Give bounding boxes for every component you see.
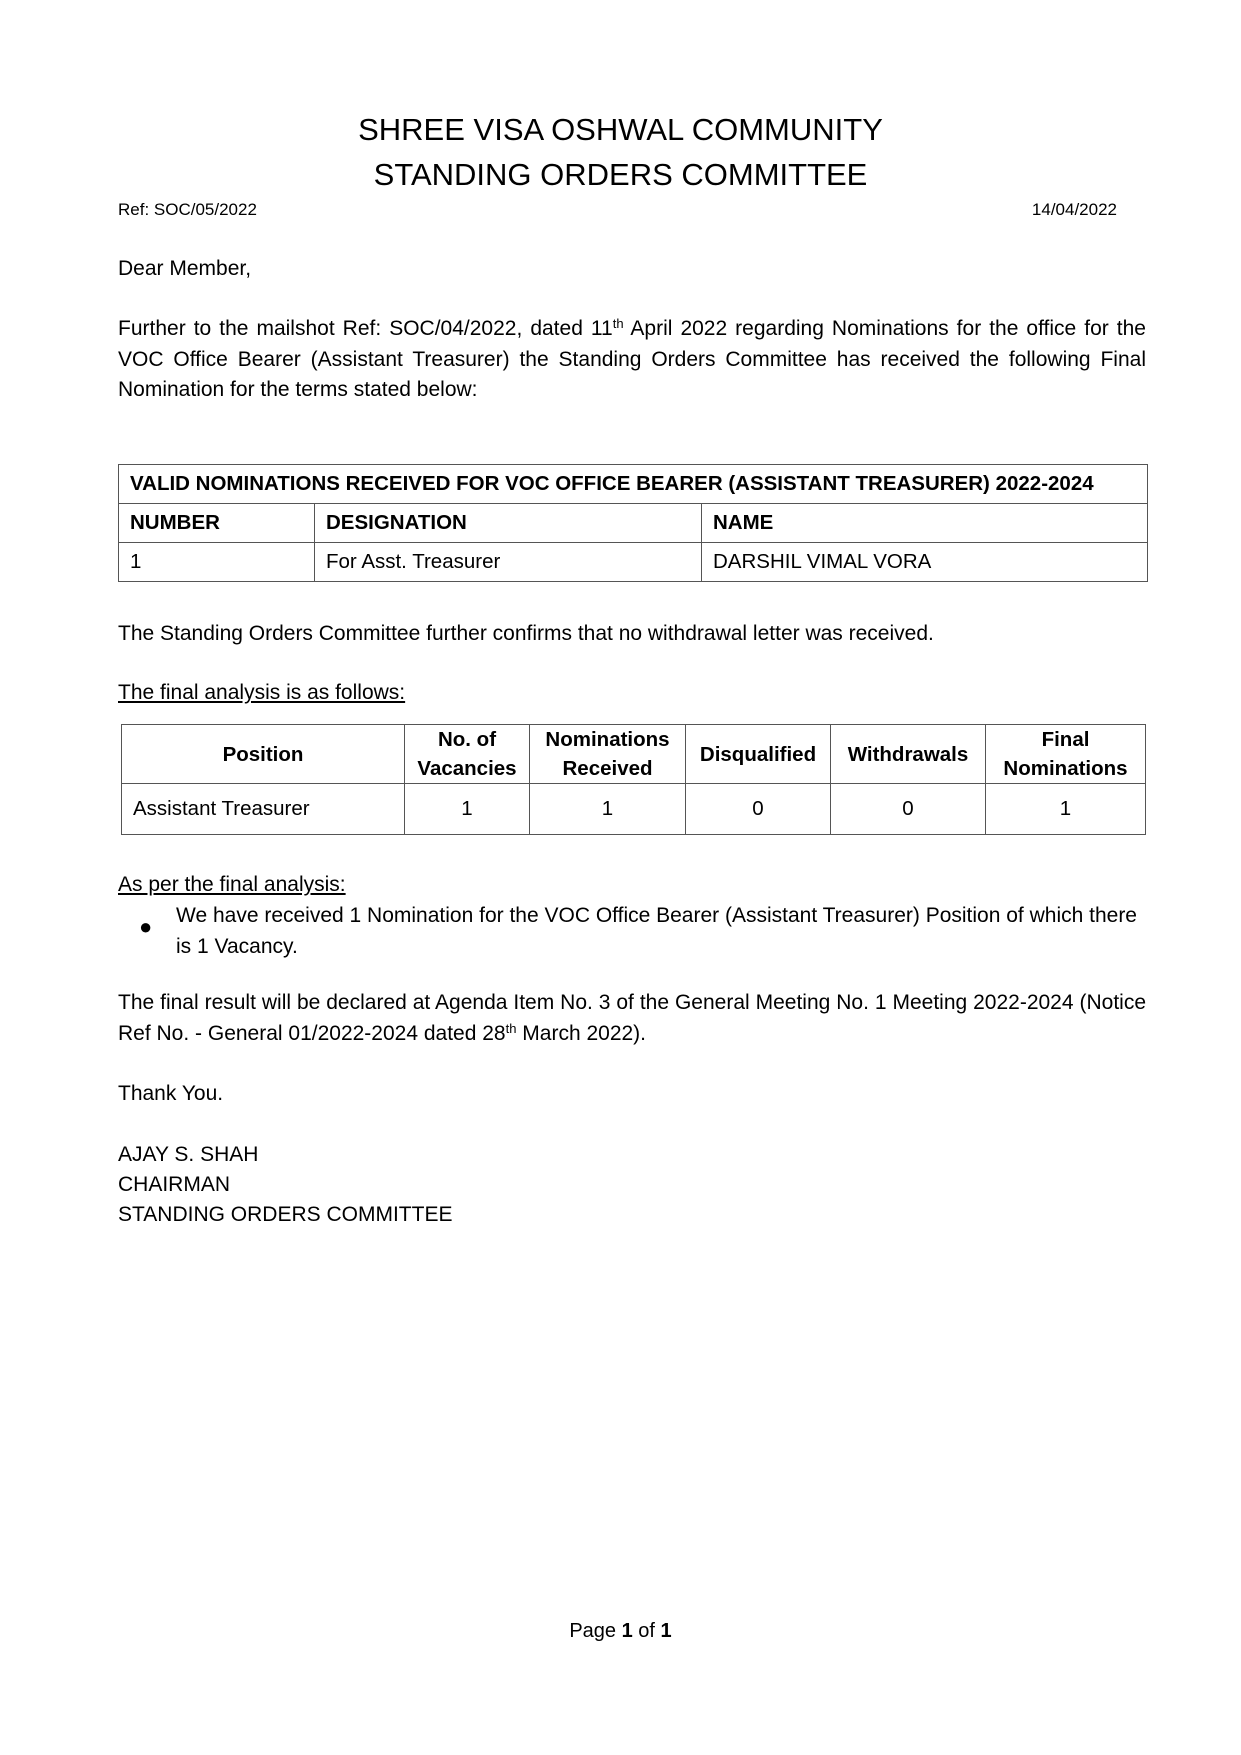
result-text-a: The final result will be declared at Agenda Item No. 3 of the General Meeting No. 1 Meeting 2022-2024 (Notice Ref No. - General 01/2022-2024 dated 28	[118, 991, 1146, 1045]
header-nominations-line2: Received	[562, 757, 653, 780]
cell-disqualified: 0	[686, 784, 831, 835]
cell-withdrawals: 0	[831, 784, 986, 835]
cell-position: Assistant Treasurer	[122, 784, 405, 835]
page-word: Page	[569, 1620, 617, 1642]
header-final-nominations	[986, 725, 1146, 784]
header-designation: DESIGNATION	[315, 504, 702, 543]
page-number: 1	[621, 1620, 633, 1642]
per-analysis-heading-wrap	[118, 870, 1146, 901]
header-nominations	[530, 725, 686, 784]
signatory-title: CHAIRMAN	[118, 1173, 231, 1196]
intro-text-b: April 2022 regarding Nominations for the office for the VOC Office Bearer (Assistant Treasurer) the Standing Orders Committee has received the following Final Nomination for the terms stated below:	[118, 317, 1146, 401]
intro-superscript: th	[612, 316, 624, 331]
intro-paragraph	[118, 314, 1146, 406]
cell-vacancies: 1	[405, 784, 530, 835]
committee-title: STANDING ORDERS COMMITTEE	[373, 157, 868, 192]
header-vacancies-line1: No. of	[437, 728, 497, 751]
of-word: of	[638, 1620, 655, 1642]
header-position: Position	[122, 725, 405, 784]
page-total: 1	[660, 1620, 672, 1642]
nominations-table-caption: VALID NOMINATIONS RECEIVED FOR VOC OFFICE BEARER (ASSISTANT TREASURER) 2022-2024	[119, 465, 1148, 504]
cell-final-nominations: 1	[986, 784, 1146, 835]
result-paragraph	[118, 988, 1146, 1049]
header-number: NUMBER	[119, 504, 315, 543]
analysis-heading: The final analysis is as follows:	[118, 681, 406, 704]
signatory-name: AJAY S. SHAH	[118, 1143, 259, 1166]
header-final-line2: Nominations	[1003, 757, 1128, 780]
bullet-dot-icon: ●	[139, 914, 153, 939]
cell-number: 1	[119, 543, 315, 582]
header-vacancies-line2: Vacancies	[417, 757, 517, 780]
letter-date: 14/04/2022	[1031, 200, 1117, 219]
signatory-organization: STANDING ORDERS COMMITTEE	[118, 1203, 453, 1226]
result-superscript: th	[505, 1020, 517, 1036]
per-analysis-heading: As per the final analysis:	[118, 873, 346, 896]
intro-text-a: Further to the mailshot Ref: SOC/04/2022, dated 11	[118, 317, 613, 340]
header-disqualified: Disqualified	[686, 725, 831, 784]
bullet-text: We have received 1 Nomination for the VOC Office Bearer (Assistant Treasurer) Position of which there is 1 Vacancy.	[176, 904, 1137, 958]
result-text-b: March 2022).	[516, 1021, 647, 1045]
table-row	[122, 784, 1146, 835]
header-nominations-line1: Nominations	[545, 728, 670, 751]
nominations-table	[118, 464, 1148, 582]
reference-number: Ref: SOC/05/2022	[118, 200, 257, 219]
header-final-line1: Final	[1041, 728, 1090, 751]
cell-name: DARSHIL VIMAL VORA	[702, 543, 1148, 582]
header-vacancies	[405, 725, 530, 784]
thanks-text: Thank You.	[118, 1082, 224, 1105]
salutation: Dear Member,	[118, 257, 252, 280]
cell-nominations: 1	[530, 784, 686, 835]
table-row	[119, 543, 1148, 582]
header-name: NAME	[702, 504, 1148, 543]
analysis-table	[121, 724, 1146, 835]
org-title: SHREE VISA OSHWAL COMMUNITY	[358, 112, 883, 147]
header-withdrawals: Withdrawals	[831, 725, 986, 784]
cell-designation: For Asst. Treasurer	[315, 543, 702, 582]
page-footer	[0, 1620, 1241, 1643]
confirmation-text: The Standing Orders Committee further confirms that no withdrawal letter was received.	[118, 622, 934, 645]
analysis-heading-wrap	[118, 678, 1146, 709]
